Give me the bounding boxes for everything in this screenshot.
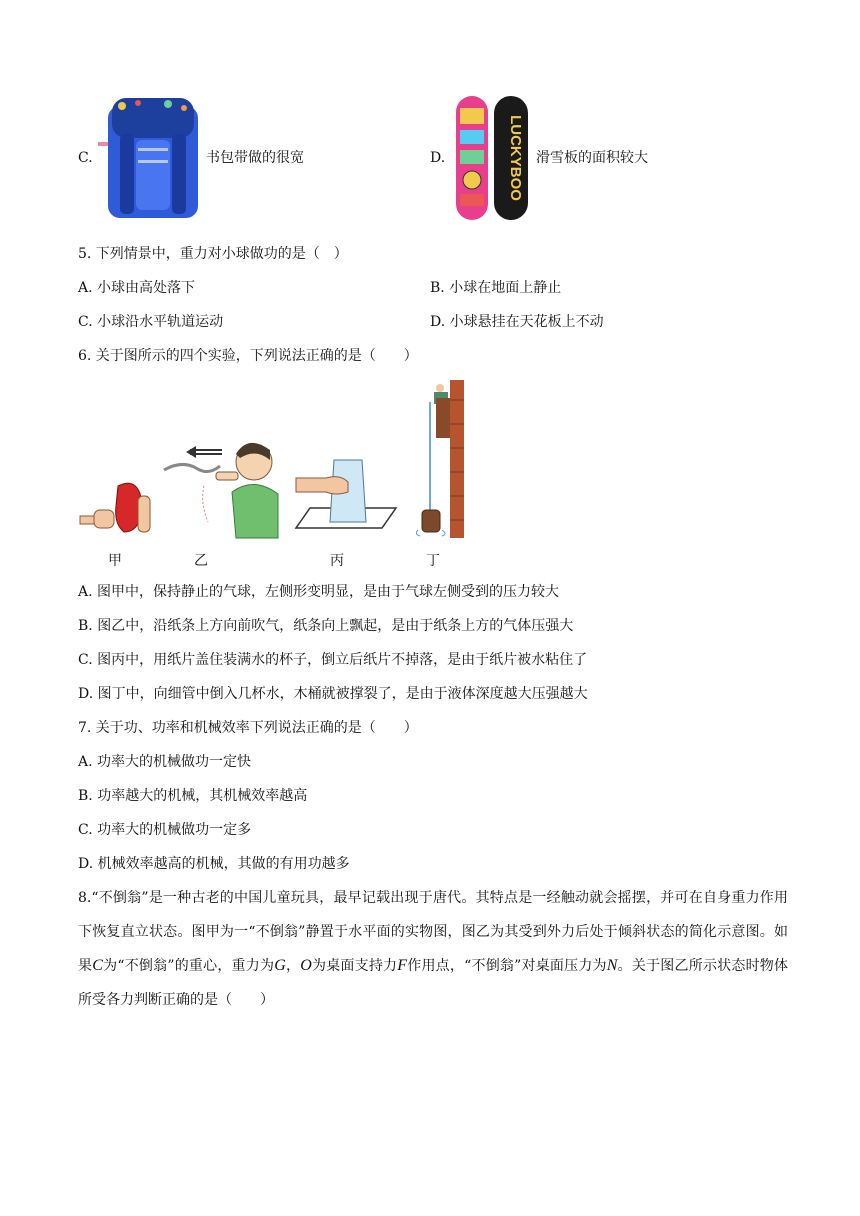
caption-yi: 乙 [194,553,208,569]
q5-option-a: A. 小球由高处落下 [78,280,196,296]
q7-option-b: B. 功率越大的机械，其机械效率越高 [78,788,308,804]
q6-option-d: D. 图丁中，向细管中倒入几杯水，木桶就被撑裂了，是由于液体深度越大压强越大 [78,686,588,702]
option-c-text: 书包带做的很宽 [206,150,304,166]
q5-option-c: C. 小球沿水平轨道运动 [78,314,224,330]
option-d-label: D. [430,150,446,166]
snowboard-text: LUCKYBOO [507,115,524,201]
caption-bing: 丙 [330,553,344,569]
backpack-image [98,94,208,222]
q6-option-b: B. 图乙中，沿纸条上方向前吹气，纸条向上飘起，是由于纸条上方的气体压强大 [78,618,574,634]
q7-option-c: C. 功率大的机械做功一定多 [78,822,252,838]
q5-option-d: D. 小球悬挂在天花板上不动 [430,314,604,330]
figure-bing-cup [296,456,400,530]
figure-ding-barrel [412,380,468,538]
q8-text: 8.“不倒翁”是一种古老的中国儿童玩具，最早记载出现于唐代。其特点是一经触动就会摇摆，并可在自身重力作用下恢复直立状态。图甲为一“不倒翁”静置于水平面的实物图，图乙为其受到外力后处于倾斜状态的简化示意图。如果C为“不倒翁”的重心，重力为G，O为桌面支持力F作用点，“不倒翁”对桌面压力为N。关于图乙所示状态时物体所受各力判断正确的是（ ） [78,890,789,1008]
q7-option-a: A. 功率大的机械做功一定快 [78,754,252,770]
snowboard-image [454,94,532,222]
figure-yi-paper-strip [160,432,284,540]
option-d-text: 滑雪板的面积较大 [536,150,648,166]
caption-jia: 甲 [108,553,122,569]
q6-stem: 6. 关于图所示的四个实验，下列说法正确的是（ ） [78,348,418,364]
q7-stem: 7. 关于功、功率和机械效率下列说法正确的是（ ） [78,720,418,736]
option-c-label: C. [78,150,93,166]
q5-option-b: B. 小球在地面上静止 [430,280,562,296]
q5-stem: 5. 下列情景中，重力对小球做功的是（ ） [78,246,348,262]
figure-jia-balloon [80,476,156,538]
q7-option-d: D. 机械效率越高的机械，其做的有用功越多 [78,856,350,872]
caption-ding: 丁 [426,553,440,569]
q6-option-a: A. 图甲中，保持静止的气球，左侧形变明显，是由于气球左侧受到的压力较大 [78,584,560,600]
q6-option-c: C. 图丙中，用纸片盖住装满水的杯子，倒立后纸片不掉落，是由于纸片被水粘住了 [78,652,588,668]
